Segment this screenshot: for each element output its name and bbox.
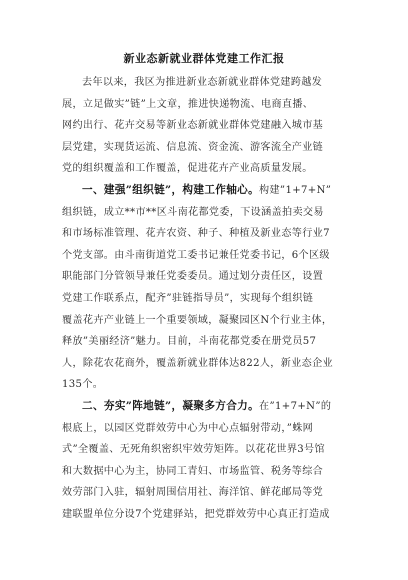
text-line xyxy=(62,115,352,137)
text-line xyxy=(62,374,352,396)
section-heading: 一、建强”组织链”，构建工作轴心。 xyxy=(82,183,260,196)
text-line xyxy=(62,396,352,418)
text-line xyxy=(62,72,352,94)
text-line xyxy=(62,180,352,202)
text-line xyxy=(62,137,352,159)
line-text: 去年以来，我区为推进新业态新就业群体党建跨越发 xyxy=(82,77,323,88)
document-body xyxy=(62,72,352,525)
line-text: 个党支部。由斗南街道党工委书记兼任党委书记，6个区级 xyxy=(62,249,330,261)
line-text: 和大数据中心为主，协同工青妇、市场监管、税务等综合 xyxy=(62,465,324,477)
text-line xyxy=(62,353,352,375)
text-line xyxy=(62,288,352,310)
text-line xyxy=(62,266,352,288)
text-line xyxy=(62,418,352,440)
line-text: 根底上，以园区党群效劳中心为中心点辐射带动，”蛛网 xyxy=(62,422,314,434)
text-line xyxy=(62,504,352,526)
text-line xyxy=(62,223,352,245)
text-line xyxy=(62,461,352,483)
line-text: 展，立足做实”链”上文章，推进快递物流、电商直播、 xyxy=(62,98,314,110)
line-text: 135个。 xyxy=(62,379,104,391)
text-line xyxy=(62,331,352,353)
text-line xyxy=(62,245,352,267)
line-text: 构建”1+7+N” xyxy=(259,184,332,196)
line-text: 效劳部门入驻，辐射周围信用社、海洋馆、鲜花邮局等党 xyxy=(62,487,324,499)
line-text: 式”全覆盖、无死角织密织牢效劳矩阵。以花花世界3号馆 xyxy=(62,444,325,456)
text-line xyxy=(62,310,352,332)
text-line xyxy=(62,482,352,504)
text-line xyxy=(62,202,352,224)
line-text: 释放”美丽经济”魅力。目前，斗南花都党委在册党员57 xyxy=(62,336,317,348)
line-text: 组织链，成立**市**区斗南花都党委，下设涵盖拍卖交易 xyxy=(62,206,324,218)
section-heading: 二、夯实”阵地链”，凝聚多方合力。 xyxy=(82,399,260,412)
text-line xyxy=(62,94,352,116)
line-text: 和市场标准管理、花卉农资、种子、种植及新业态等行业7 xyxy=(62,228,330,240)
line-text: 党的组织覆盖和工作覆盖，促进花卉产业高质量发展。 xyxy=(62,163,313,175)
line-text: 覆盖花卉产业链上一个重要领域，凝聚园区N个行业主体， xyxy=(62,314,333,326)
line-text: 网约出行、花卉交易等新业态新就业群体党建融入城市基 xyxy=(62,120,324,132)
document-title: 新业态新就业群体党建工作汇报 xyxy=(123,52,285,65)
line-text: 职能部门分管领导兼任党委委员。通过划分责任区，设置 xyxy=(62,271,324,283)
line-text: 在”1+7+N”的 xyxy=(259,400,332,412)
text-line xyxy=(62,439,352,461)
line-text: 建联盟单位分设7个党建驿站，把党群效劳中心真正打造成 xyxy=(62,508,330,520)
line-text: 党建工作联系点，配齐”驻链指导员”，实现每个组织链 xyxy=(62,292,314,304)
line-text: 人，除花农花商外，覆盖新就业群体达822人，新业态企业 xyxy=(62,357,333,369)
text-line xyxy=(62,158,352,180)
line-text: 层党建，实现货运流、信息流、资金流、游客流全产业链 xyxy=(62,141,324,153)
